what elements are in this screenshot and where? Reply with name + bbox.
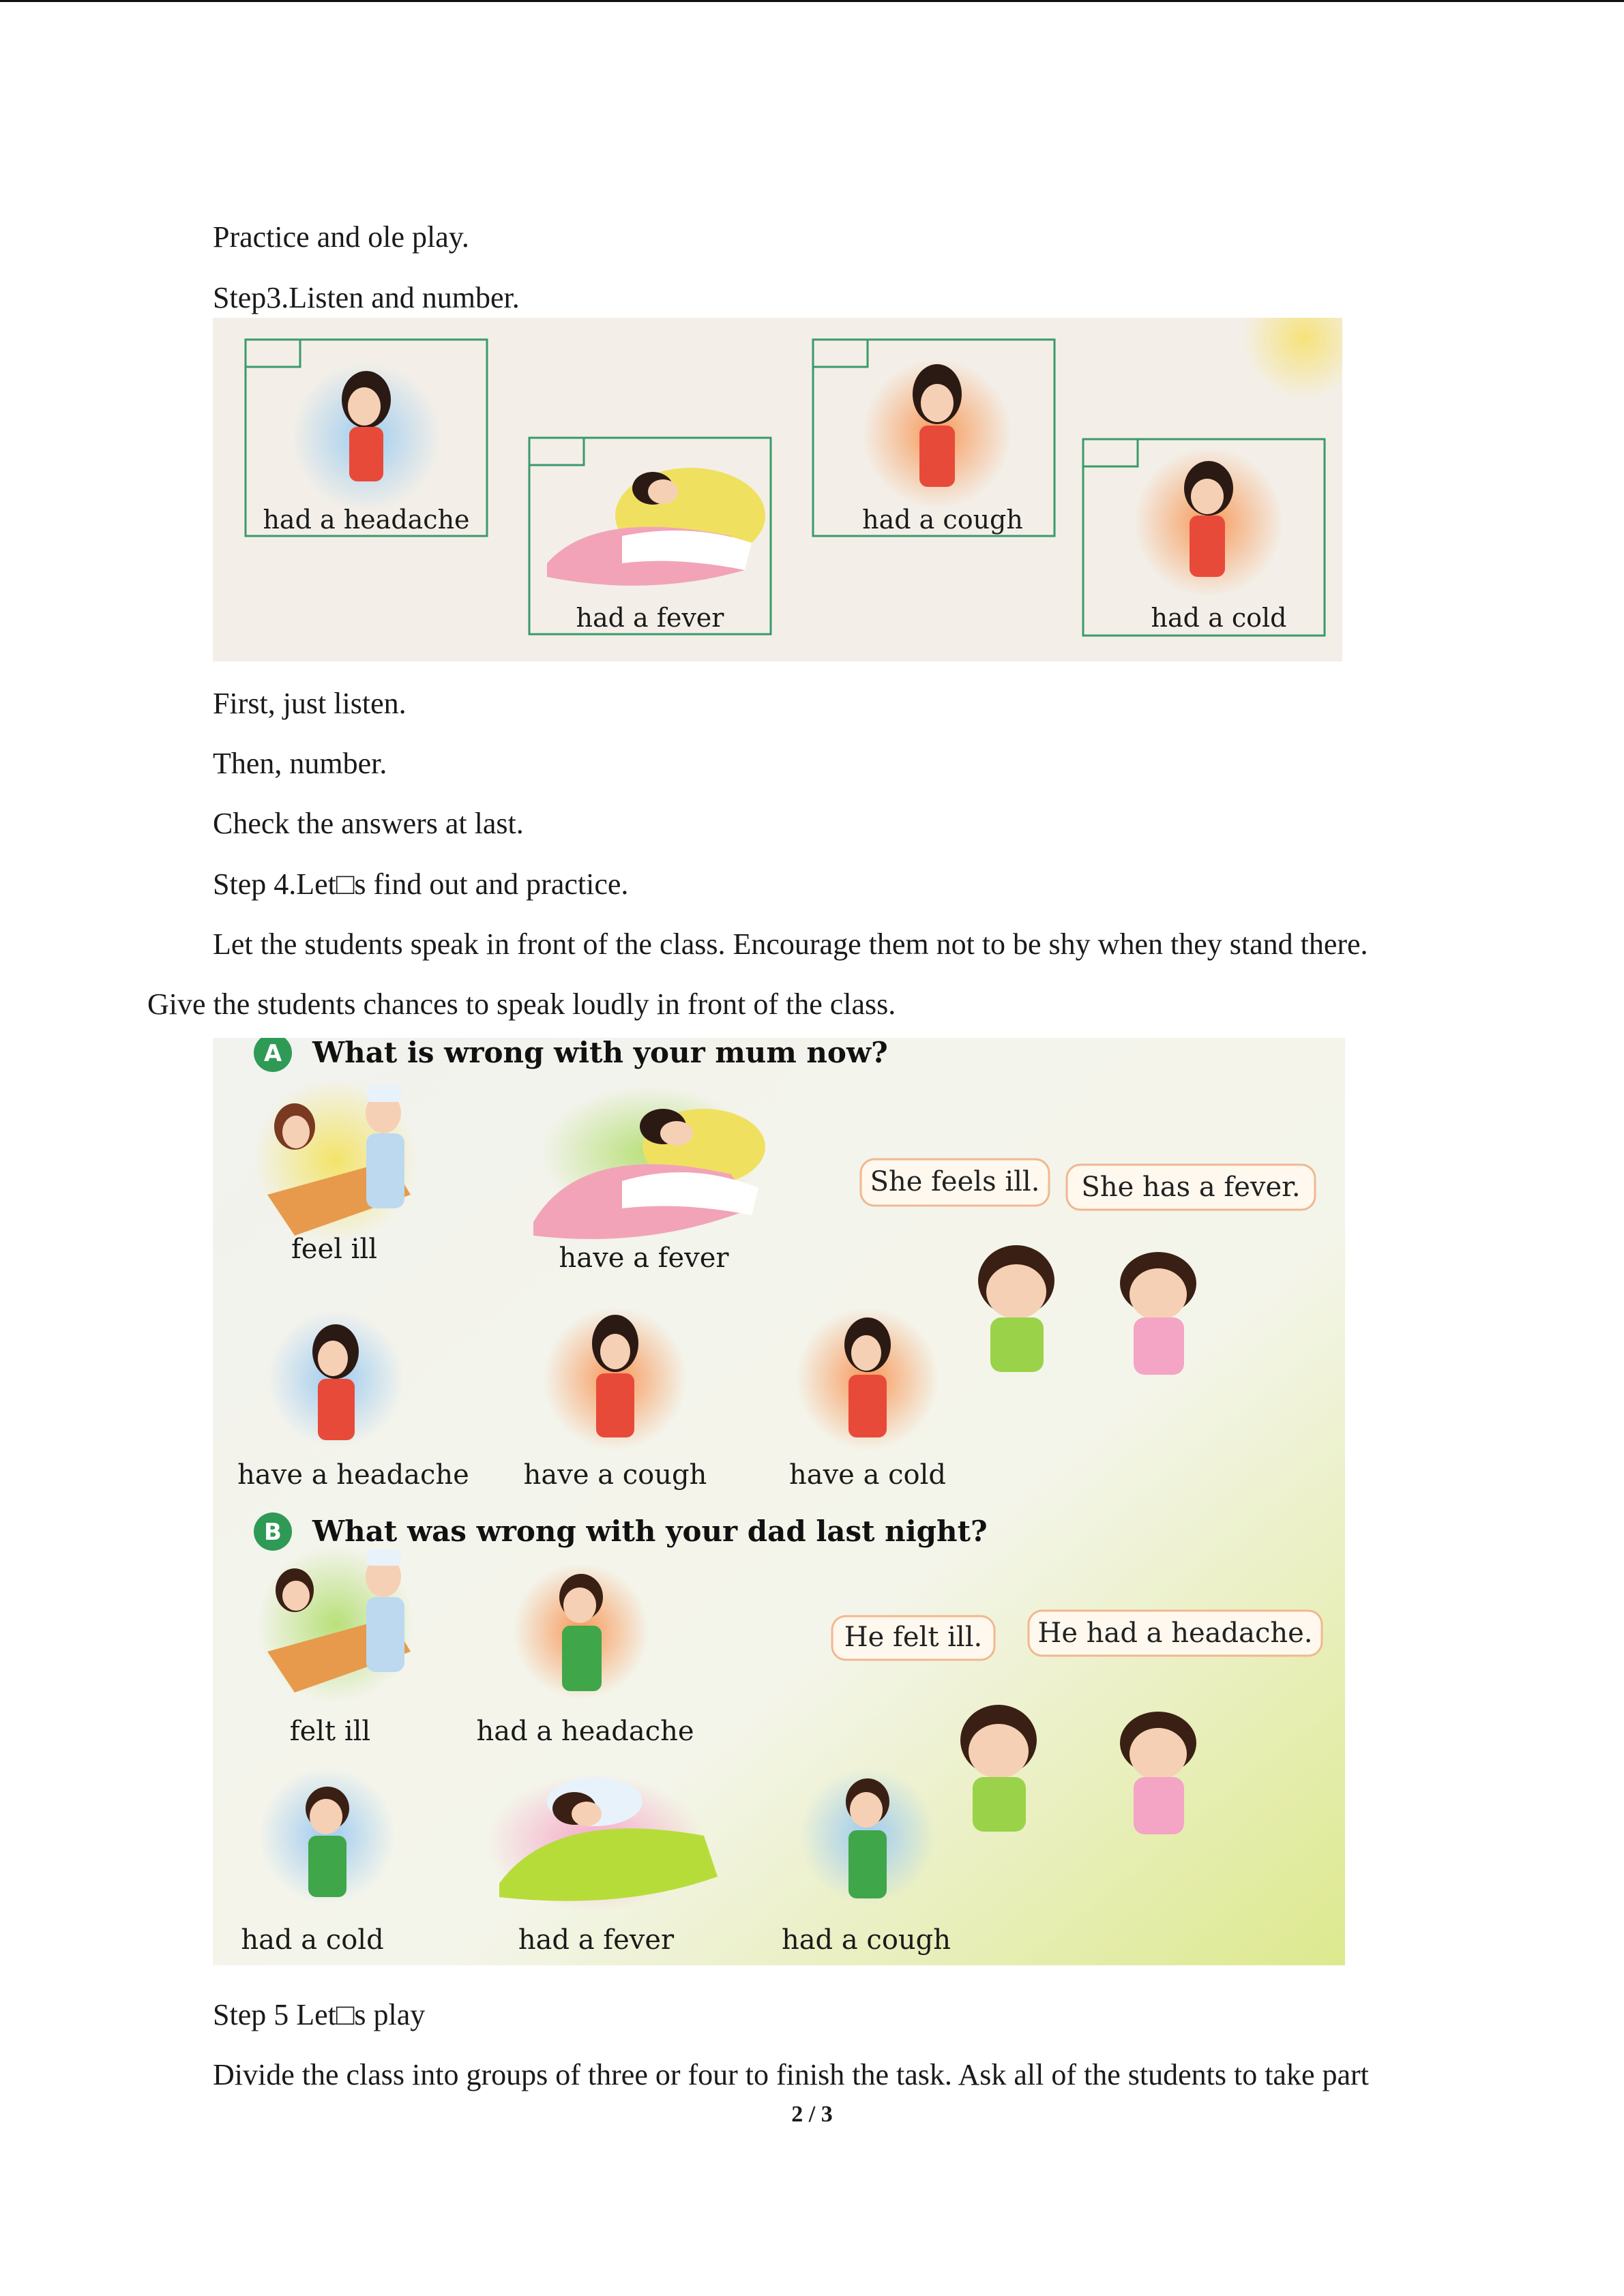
svg-text:She feels ill.: She feels ill. bbox=[870, 1166, 1040, 1197]
paragraph-step4: Step 4.Let□s find out and practice. bbox=[213, 867, 629, 901]
bubble-she-feels-ill bbox=[861, 1159, 1049, 1206]
illus-felt-ill bbox=[257, 1546, 414, 1703]
illus-had-cough-b bbox=[799, 1768, 936, 1904]
section-a-heading: What is wrong with your mum now? bbox=[312, 1038, 888, 1069]
illus-have-headache bbox=[267, 1311, 404, 1447]
paragraph-first-listen: First, just listen. bbox=[213, 687, 407, 720]
badge-a-letter: A bbox=[263, 1040, 282, 1067]
section-b-heading: What was wrong with your dad last night? bbox=[312, 1515, 988, 1548]
illus-had-cold bbox=[259, 1768, 396, 1904]
label-have-cold: have a cold bbox=[788, 1459, 947, 1491]
label-feel-ill: feel ill bbox=[291, 1234, 378, 1265]
paragraph-divide-class: Divide the class into groups of three or four to finish the task. Ask all of the students to take part bbox=[213, 2058, 1369, 2091]
illus-had-headache-b bbox=[513, 1563, 649, 1699]
illus-have-fever bbox=[533, 1086, 765, 1239]
paragraph-check-answers: Check the answers at last. bbox=[213, 807, 524, 840]
page-number: 2 / 3 bbox=[791, 2102, 833, 2127]
paragraph-give-chances: Give the students chances to speak loudly in front of the class. bbox=[147, 987, 896, 1021]
label-felt-ill: felt ill bbox=[289, 1716, 371, 1747]
label-have-cough: have a cough bbox=[523, 1459, 707, 1491]
paragraph-step3: Step3.Listen and number. bbox=[213, 281, 520, 314]
bubble-he-felt-ill bbox=[832, 1616, 994, 1660]
svg-text:He had a headache.: He had a headache. bbox=[1037, 1617, 1313, 1649]
paragraph-speak-front: Let the students speak in front of the class. Encourage them not to be shy when they stand there. bbox=[213, 927, 1368, 961]
label-had-fever: had a fever bbox=[518, 1924, 675, 1956]
illus-have-cough bbox=[544, 1307, 687, 1450]
label-had-cold: had a cold bbox=[241, 1924, 384, 1956]
badge-b-letter: B bbox=[264, 1519, 282, 1546]
card-label-1: had a headache bbox=[263, 505, 470, 535]
paragraph-practice: Practice and ole play. bbox=[213, 220, 469, 254]
card-label-2: had a fever bbox=[576, 603, 724, 633]
bubble-he-had-headache bbox=[1029, 1611, 1322, 1656]
svg-text:He felt ill.: He felt ill. bbox=[844, 1622, 983, 1653]
label-had-cough: had a cough bbox=[781, 1924, 951, 1956]
page-top-border bbox=[0, 0, 1624, 2]
bubble-she-has-fever bbox=[1067, 1165, 1315, 1210]
paragraph-then-number: Then, number. bbox=[213, 747, 387, 780]
svg-text:She has a fever.: She has a fever. bbox=[1081, 1172, 1301, 1203]
label-have-fever: have a fever bbox=[559, 1242, 729, 1274]
figure-whats-wrong bbox=[213, 1038, 1345, 1965]
label-had-headache: had a headache bbox=[476, 1716, 694, 1747]
card-label-3: had a cough bbox=[862, 505, 1023, 535]
illus-feel-ill bbox=[254, 1079, 417, 1242]
figure-listen-and-number bbox=[213, 318, 1342, 661]
card-label-4: had a cold bbox=[1151, 603, 1287, 633]
illus-have-cold bbox=[796, 1307, 939, 1450]
paragraph-step5: Step 5 Let□s play bbox=[213, 1998, 426, 2031]
label-have-headache: have a headache bbox=[237, 1459, 469, 1491]
